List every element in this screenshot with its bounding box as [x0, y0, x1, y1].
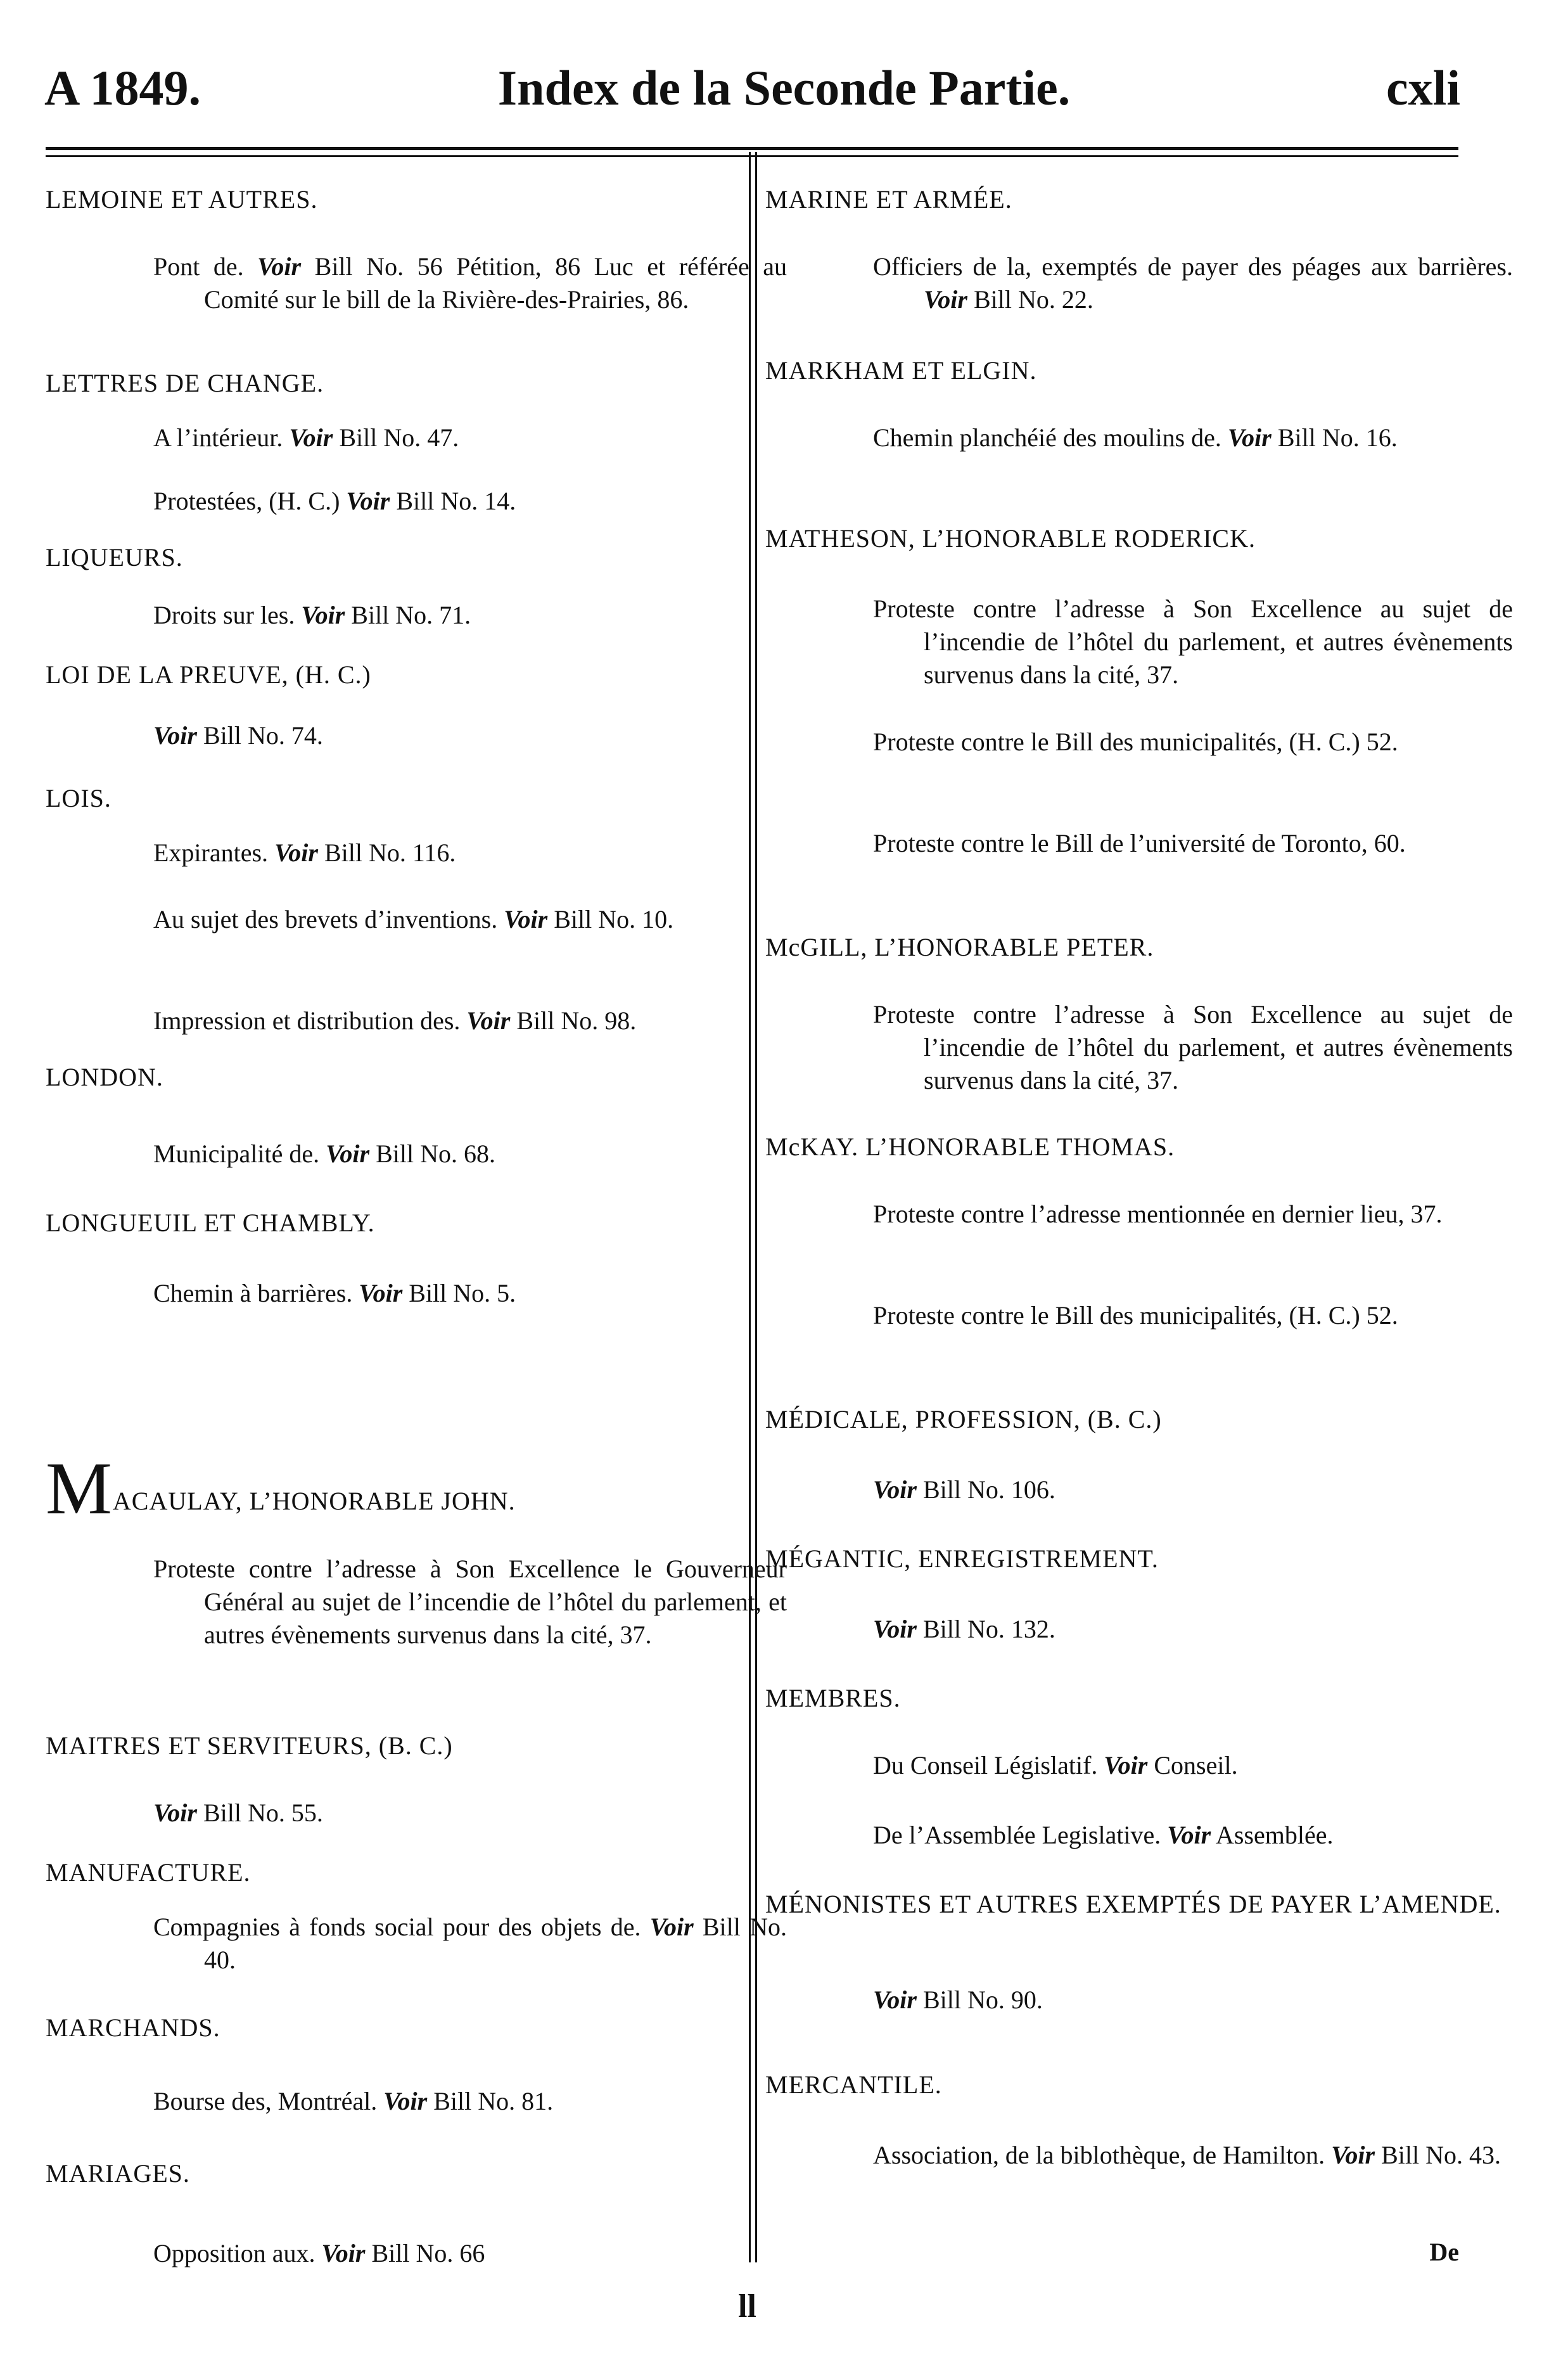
entry-reference: Bill No. 132. [922, 1615, 1055, 1643]
entry-reference: Bill No. 22. [973, 285, 1093, 314]
heading-text: LOI DE LA PREUVE, (H. C.) [46, 660, 371, 689]
index-heading [46, 1447, 516, 1530]
voir-reference-label: Voir [321, 2239, 366, 2267]
entry-text: Pont de. [153, 252, 244, 281]
entry-reference: Bill No. 81. [433, 2087, 554, 2115]
index-entry [153, 1004, 787, 1037]
heading-text: MARIAGES. [46, 2159, 190, 2188]
entry-text: Bourse des, Montréal. [153, 2087, 378, 2115]
heading-text: MEMBRES. [765, 1684, 901, 1712]
entry-reference: Bill No. 5. [409, 1279, 516, 1307]
heading-text: MARINE ET ARMÉE. [765, 185, 1012, 214]
entry-reference: Bill No. 47. [339, 423, 459, 452]
heading-text: LEMOINE ET AUTRES. [46, 185, 318, 214]
heading-text: MATHESON, L’HONORABLE RODERICK. [765, 524, 1256, 553]
header-year: A 1849. [44, 60, 201, 115]
heading-text: LONDON. [46, 1063, 163, 1091]
header-page-number: cxli [1386, 60, 1460, 115]
index-heading [765, 1404, 1162, 1435]
index-heading [46, 1857, 251, 1889]
heading-text: McKAY. L’HONORABLE THOMAS. [765, 1132, 1175, 1161]
entry-reference: Bill No. 90. [922, 1985, 1043, 2014]
entry-text: A l’intérieur. [153, 423, 283, 452]
index-heading [46, 659, 371, 691]
index-entry [153, 250, 787, 316]
heading-text: MÉGANTIC, ENREGISTREMENT. [765, 1544, 1159, 1573]
entry-reference: Bill No. 116. [324, 838, 456, 867]
index-entry [153, 1277, 787, 1310]
index-heading [46, 1730, 453, 1762]
index-heading [765, 932, 1154, 963]
heading-text: MERCANTILE. [765, 2070, 942, 2099]
index-heading [46, 2158, 190, 2190]
index-heading [46, 1207, 375, 1239]
entry-reference: Bill No. 106. [922, 1475, 1055, 1504]
entry-reference: Bill No. 56 Pétition, 86 Luc et référée au Comité sur le bill de la Rivière-des-Prairies, 86. [204, 252, 787, 314]
entry-text: Proteste contre le Bill des municipalités, (H. C.) 52. [873, 1301, 1398, 1330]
heading-text: MAITRES ET SERVITEURS, (B. C.) [46, 1731, 453, 1760]
heading-text: MARKHAM ET ELGIN. [765, 356, 1037, 385]
voir-reference-label: Voir [274, 838, 318, 867]
index-heading [765, 1543, 1159, 1575]
voir-reference-label: Voir [257, 252, 302, 281]
voir-reference-label: Voir [924, 285, 967, 314]
entry-text: Officiers de la, exemptés de payer des péages aux barrières. [873, 252, 1513, 281]
index-entry [873, 421, 1513, 454]
entry-reference: Bill No. 66 [371, 2239, 485, 2267]
index-heading [765, 184, 1012, 215]
voir-reference-label: Voir [359, 1279, 403, 1307]
index-entry [153, 2085, 787, 2118]
entry-reference: Bill No. 10. [554, 905, 674, 933]
index-heading [46, 184, 317, 215]
entry-text: De l’Assemblée Legislative. [873, 1821, 1161, 1849]
index-heading [46, 2012, 220, 2044]
index-entry [873, 1473, 1513, 1506]
heading-text: MÉDICALE, PROFESSION, (B. C.) [765, 1405, 1162, 1433]
voir-reference-label: Voir [466, 1006, 511, 1035]
index-entry [153, 719, 787, 752]
entry-reference: Bill No. 14. [396, 487, 516, 515]
voir-reference-label: Voir [301, 601, 345, 629]
index-entry [873, 1299, 1513, 1332]
voir-reference-label: Voir [1227, 423, 1272, 452]
entry-reference: Bill No. 74. [203, 721, 323, 750]
entry-text: Proteste contre l’adresse à Son Excellence au sujet de l’incendie de l’hôtel du parlement, et autres évènements survenus dans la cité, 37. [873, 1000, 1513, 1094]
entry-text: Proteste contre l’adresse à Son Excellence au sujet de l’incendie de l’hôtel du parlement, et autres évènements survenus dans la cité, 37. [873, 594, 1513, 689]
index-entry [873, 998, 1513, 1097]
heading-text: LETTRES DE CHANGE. [46, 369, 324, 397]
entry-reference: Assemblée. [1216, 1821, 1334, 1849]
entry-reference: Bill No. 98. [516, 1006, 637, 1035]
entry-text: Chemin planchéié des moulins de. [873, 423, 1221, 452]
index-entry [153, 599, 787, 632]
index-heading [765, 2069, 942, 2101]
entry-text: Proteste contre l’adresse mentionnée en dernier lieu, 37. [873, 1200, 1443, 1228]
index-heading [765, 523, 1256, 555]
entry-reference: Bill No. 40. [204, 1913, 787, 1974]
index-heading [765, 1131, 1175, 1163]
index-heading [46, 368, 324, 399]
index-entry [153, 837, 787, 869]
heading-text: MARCHANDS. [46, 2013, 220, 2042]
index-heading [46, 542, 183, 574]
index-entry [873, 1198, 1513, 1231]
index-entry [873, 726, 1513, 759]
entry-text: Proteste contre le Bill des municipalités, (H. C.) 52. [873, 728, 1398, 756]
entry-text: Chemin à barrières. [153, 1279, 353, 1307]
heading-text: MÉNONISTES ET AUTRES EXEMPTÉS DE PAYER L’AMENDE. [765, 1890, 1501, 1918]
index-entry [873, 1749, 1513, 1782]
voir-reference-label: Voir [1331, 2141, 1375, 2169]
index-entry [153, 1911, 787, 1977]
entry-reference: Bill No. 43. [1381, 2141, 1501, 2169]
entry-text: Municipalité de. [153, 1139, 320, 1168]
voir-reference-label: Voir [383, 2087, 428, 2115]
entry-text: Au sujet des brevets d’inventions. [153, 905, 498, 933]
index-entry [153, 903, 787, 936]
voir-reference-label: Voir [504, 905, 548, 933]
index-entry [153, 1797, 787, 1830]
entry-text: Association, de la biblothèque, de Hamilton. [873, 2141, 1325, 2169]
header-rule-thick [46, 147, 1458, 150]
header-title: Index de la Seconde Partie. [497, 60, 1071, 115]
entry-reference: Bill No. 71. [351, 601, 471, 629]
heading-text: LONGUEUIL ET CHAMBLY. [46, 1209, 375, 1237]
index-entry [873, 250, 1513, 316]
catchword: De [1429, 2238, 1459, 2266]
voir-reference-label: Voir [1104, 1751, 1148, 1780]
voir-reference-label: Voir [153, 1799, 197, 1827]
voir-reference-label: Voir [873, 1985, 917, 2014]
index-heading [765, 1889, 1501, 1920]
index-entry [153, 1553, 787, 1651]
heading-text: ACAULAY, L’HONORABLE JOHN. [112, 1487, 516, 1515]
index-entry [873, 1984, 1513, 2017]
voir-reference-label: Voir [649, 1913, 694, 1941]
voir-reference-label: Voir [873, 1615, 917, 1643]
entry-text: Droits sur les. [153, 601, 295, 629]
voir-reference-label: Voir [326, 1139, 370, 1168]
entry-reference: Conseil. [1154, 1751, 1238, 1780]
index-entry [873, 1819, 1513, 1852]
heading-text: McGILL, L’HONORABLE PETER. [765, 933, 1154, 961]
entry-text: Proteste contre le Bill de l’université de Toronto, 60. [873, 829, 1406, 857]
index-heading [46, 1061, 163, 1093]
entry-reference: Bill No. 16. [1277, 423, 1398, 452]
index-entry [873, 593, 1513, 691]
entry-text: Du Conseil Législatif. [873, 1751, 1098, 1780]
index-heading [765, 1683, 901, 1714]
voir-reference-label: Voir [1167, 1821, 1211, 1849]
index-entry [153, 2237, 787, 2270]
entry-reference: Bill No. 68. [376, 1139, 495, 1168]
voir-reference-label: Voir [289, 423, 333, 452]
index-entry [873, 1613, 1513, 1646]
entry-text: Expirantes. [153, 838, 269, 867]
header-rule-thin [46, 155, 1458, 157]
index-entry [873, 2139, 1513, 2172]
heading-text: LIQUEURS. [46, 543, 183, 572]
index-entry [873, 827, 1513, 860]
index-heading [765, 355, 1036, 387]
entry-reference: Bill No. 55. [203, 1799, 323, 1827]
voir-reference-label: Voir [873, 1475, 917, 1504]
voir-reference-label: Voir [346, 487, 390, 515]
index-entry [153, 1138, 787, 1170]
entry-text: Impression et distribution des. [153, 1006, 461, 1035]
entry-text: Proteste contre l’adresse à Son Excellence le Gouverneur Général au sujet de l’incendie de l’hôtel du parlement, et autres évènements survenus dans la cité, 37. [153, 1555, 787, 1649]
signature-mark: ll [738, 2288, 756, 2325]
index-entry [153, 421, 787, 454]
index-entry [153, 485, 787, 518]
heading-text: LOIS. [46, 784, 112, 812]
heading-text: MANUFACTURE. [46, 1858, 251, 1887]
entry-text: Compagnies à fonds social pour des objets de. [153, 1913, 641, 1941]
drop-capital: M [46, 1447, 113, 1530]
index-heading [46, 783, 112, 814]
entry-text: Opposition aux. [153, 2239, 316, 2267]
entry-text: Protestées, (H. C.) [153, 487, 340, 515]
voir-reference-label: Voir [153, 721, 197, 750]
